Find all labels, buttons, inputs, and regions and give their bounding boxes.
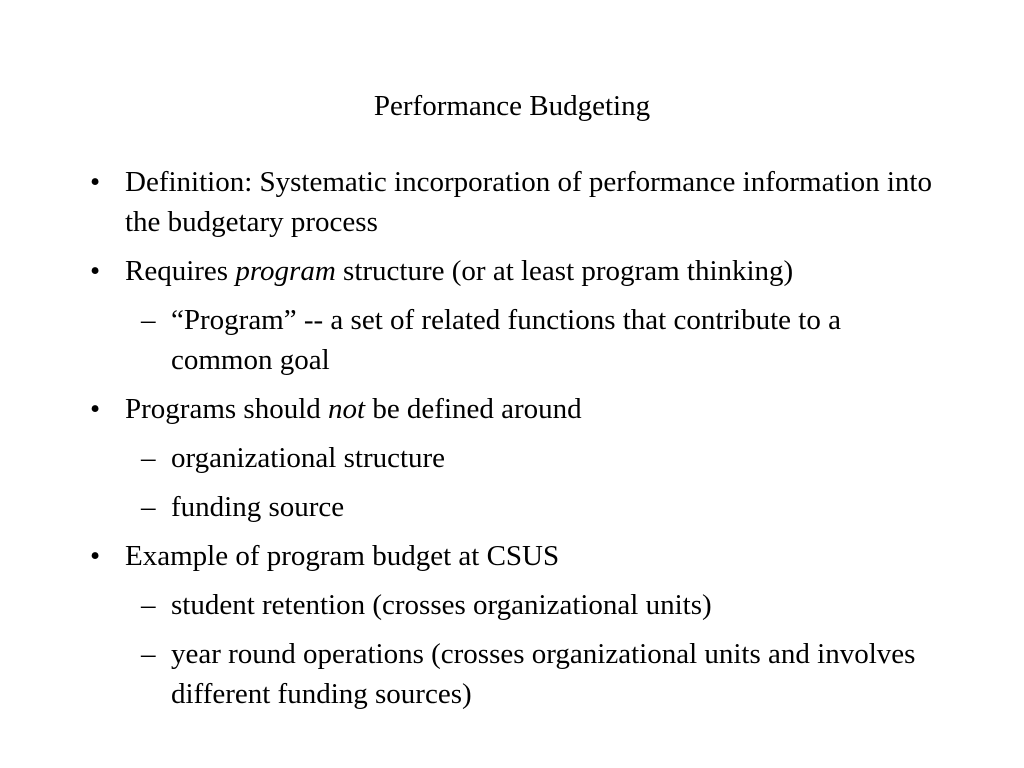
bullet-text: [125, 540, 559, 572]
bullet-text: [171, 589, 712, 621]
text-run: funding source: [171, 491, 345, 523]
text-run: structure (or at least program thinking): [335, 255, 794, 287]
text-run: year round operations (crosses organizational units and involves different funding sources): [171, 638, 916, 710]
bullet-text: [125, 393, 582, 425]
sub-bullet-item: [0, 585, 945, 625]
text-run: Programs should: [125, 393, 328, 425]
dash-marker: –: [141, 442, 156, 474]
dash-marker: –: [141, 304, 156, 336]
bullet-item: [0, 389, 945, 429]
bullet-text: [125, 166, 932, 238]
text-run: “Program” -- a set of related functions that contribute to a common goal: [171, 304, 841, 376]
emphasis-text: program: [235, 255, 336, 287]
text-run: Definition: Systematic incorporation of performance information into the budgetary process: [125, 166, 932, 238]
sub-bullet-item: [0, 438, 945, 478]
bullet-text: [171, 304, 841, 376]
sub-bullet-item: [0, 300, 945, 380]
bullet-marker: •: [90, 255, 101, 287]
text-run: student retention (crosses organizational units): [171, 589, 712, 621]
sub-bullet-item: [0, 487, 945, 527]
dash-marker: –: [141, 589, 156, 621]
bullet-list: [0, 162, 1024, 723]
bullet-item: [0, 162, 945, 242]
text-run: be defined around: [365, 393, 582, 425]
dash-marker: –: [141, 638, 156, 670]
bullet-text: [171, 442, 445, 474]
text-run: Requires: [125, 255, 236, 287]
dash-marker: –: [141, 491, 156, 523]
bullet-marker: •: [90, 166, 101, 198]
slide-title: Performance Budgeting: [373, 90, 651, 122]
bullet-text: [171, 491, 344, 523]
bullet-item: [0, 536, 945, 576]
bullet-marker: •: [90, 393, 101, 425]
bullet-text: [171, 638, 915, 710]
bullet-item: [0, 251, 945, 291]
bullet-marker: •: [90, 540, 101, 572]
bullet-text: [125, 255, 793, 287]
text-run: Example of program budget at CSUS: [125, 540, 560, 572]
emphasis-text: not: [328, 393, 366, 425]
sub-bullet-item: [0, 634, 945, 714]
text-run: organizational structure: [171, 442, 446, 474]
